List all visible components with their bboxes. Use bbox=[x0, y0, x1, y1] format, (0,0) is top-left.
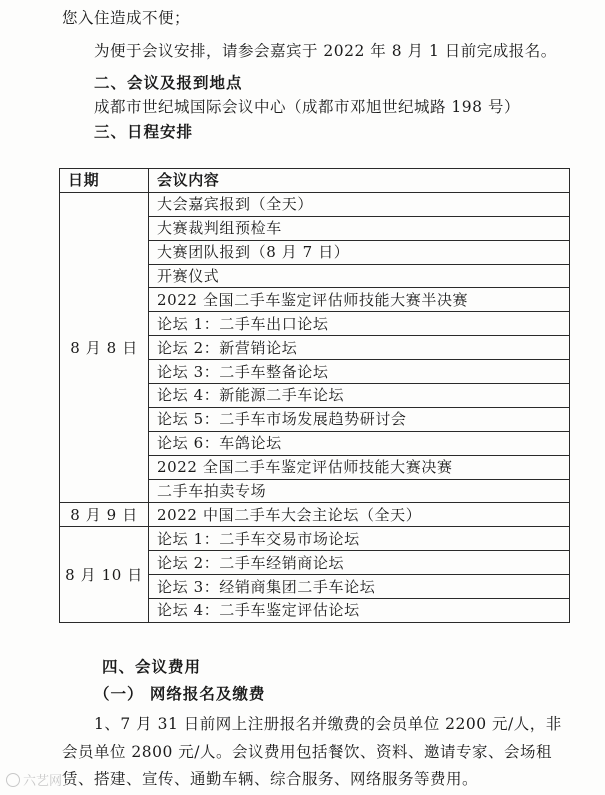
schedule-content-cell: 论坛 1：二手车交易市场论坛 bbox=[149, 527, 570, 551]
schedule-content-cell: 开赛仪式 bbox=[149, 264, 570, 288]
schedule-content-cell: 大赛裁判组预检车 bbox=[149, 216, 570, 240]
watermark-text: 六艺网 bbox=[23, 774, 63, 789]
schedule-content-cell: 2022 中国二手车大会主论坛（全天） bbox=[149, 503, 570, 527]
schedule-date-cell: 8 月 9 日 bbox=[60, 503, 149, 527]
section-2-title: 二、会议及报到地点 bbox=[94, 74, 243, 92]
schedule-content-cell: 论坛 2：二手车经销商论坛 bbox=[149, 551, 570, 575]
fee-paragraph-line-1: 1、7 月 31 日前网上注册报名并缴费的会员单位 2200 元/人，非 bbox=[94, 715, 562, 733]
schedule-content-cell: 二手车拍卖专场 bbox=[149, 479, 570, 503]
schedule-content-cell: 论坛 4：二手车鉴定评估论坛 bbox=[149, 599, 570, 623]
schedule-date-cell: 8 月 10 日 bbox=[60, 527, 149, 623]
schedule-content-cell: 2022 全国二手车鉴定评估师技能大赛半决赛 bbox=[149, 288, 570, 312]
schedule-content-cell: 论坛 3：经销商集团二手车论坛 bbox=[149, 575, 570, 599]
schedule-content-cell: 论坛 5：二手车市场发展趋势研讨会 bbox=[149, 407, 570, 431]
schedule-content-cell: 论坛 4：新能源二手车论坛 bbox=[149, 384, 570, 408]
schedule-row bbox=[60, 527, 570, 551]
section-4-subtitle: （一） 网络报名及缴费 bbox=[94, 685, 266, 703]
schedule-content-cell: 2022 全国二手车鉴定评估师技能大赛决赛 bbox=[149, 455, 570, 479]
intro-line-2: 为便于会议安排，请参会嘉宾于 2022 年 8 月 1 日前完成报名。 bbox=[94, 42, 557, 60]
schedule-content-cell: 论坛 2：新营销论坛 bbox=[149, 336, 570, 360]
schedule-content-cell: 论坛 1：二手车出口论坛 bbox=[149, 312, 570, 336]
schedule-content-cell: 论坛 3：二手车整备论坛 bbox=[149, 360, 570, 384]
schedule-content-cell: 论坛 6：车鸽论坛 bbox=[149, 431, 570, 455]
schedule-content-cell: 大赛团队报到（8 月 7 日） bbox=[149, 240, 570, 264]
header-date: 日期 bbox=[60, 169, 149, 193]
section-3-title: 三、日程安排 bbox=[94, 123, 194, 141]
header-content: 会议内容 bbox=[149, 169, 570, 193]
schedule-row bbox=[60, 503, 570, 527]
section-4-title: 四、会议费用 bbox=[102, 658, 202, 676]
intro-line-1: 您入住造成不便； bbox=[62, 9, 191, 27]
schedule-content-cell: 大会嘉宾报到（全天） bbox=[149, 192, 570, 216]
schedule-table bbox=[59, 168, 570, 623]
schedule-row bbox=[60, 192, 570, 216]
watermark-icon bbox=[6, 773, 20, 787]
watermark bbox=[6, 770, 62, 789]
fee-paragraph-line-2: 会员单位 2800 元/人。会议费用包括餐饮、资料、邀请专家、会场租 bbox=[62, 743, 553, 761]
schedule-header-row bbox=[60, 169, 570, 193]
fee-paragraph-line-3: 赁、搭建、宣传、通勤车辆、综合服务、网络服务等费用。 bbox=[62, 770, 479, 788]
section-2-body: 成都市世纪城国际会议中心（成都市邓旭世纪城路 198 号） bbox=[94, 98, 520, 116]
schedule-date-cell: 8 月 8 日 bbox=[60, 192, 149, 503]
